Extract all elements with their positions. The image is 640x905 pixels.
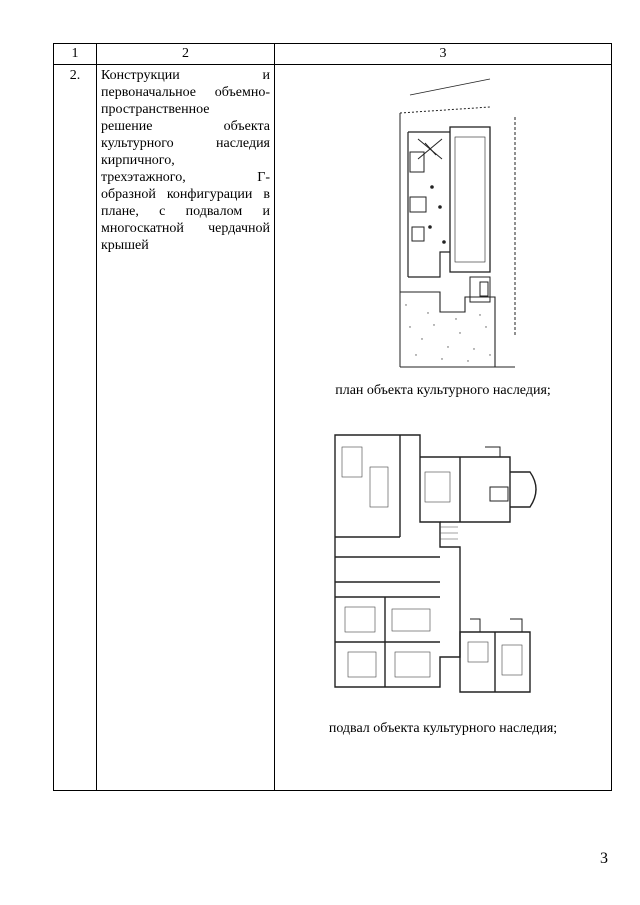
description-line: трехэтажного, Г- xyxy=(101,170,270,185)
description-line: Конструкции и xyxy=(101,68,270,83)
basement-plan-caption: подвал объекта культурного наследия; xyxy=(328,721,558,736)
page-number: 3 xyxy=(600,850,608,867)
description-cell xyxy=(97,65,275,791)
table-header-row xyxy=(54,44,612,65)
object-table xyxy=(53,43,612,791)
description-line: решение объекта xyxy=(101,119,270,134)
site-plan-caption: план объекта культурного наследия; xyxy=(335,383,551,398)
description-line: плане, с подвалом и xyxy=(101,204,270,219)
row-number-cell xyxy=(54,65,97,791)
table-row xyxy=(54,65,612,791)
row-number: 2. xyxy=(69,68,81,83)
site-plan-drawing xyxy=(370,77,520,377)
description-line: пространственное xyxy=(101,102,210,117)
description-line: многоскатной чердачной xyxy=(101,221,270,236)
figures-cell xyxy=(275,65,612,791)
basement-plan-drawing xyxy=(330,427,550,702)
header-cell-2: 2 xyxy=(97,44,275,65)
row-description xyxy=(97,65,274,254)
description-line: кирпичного, xyxy=(101,153,175,168)
description-line: образной конфигурации в xyxy=(101,187,270,202)
header-cell-1: 1 xyxy=(54,44,97,65)
description-line: культурного наследия xyxy=(101,136,270,151)
description-line: крышей xyxy=(101,238,149,253)
header-cell-3: 3 xyxy=(275,44,612,65)
description-line: первоначальное объемно- xyxy=(101,85,270,100)
